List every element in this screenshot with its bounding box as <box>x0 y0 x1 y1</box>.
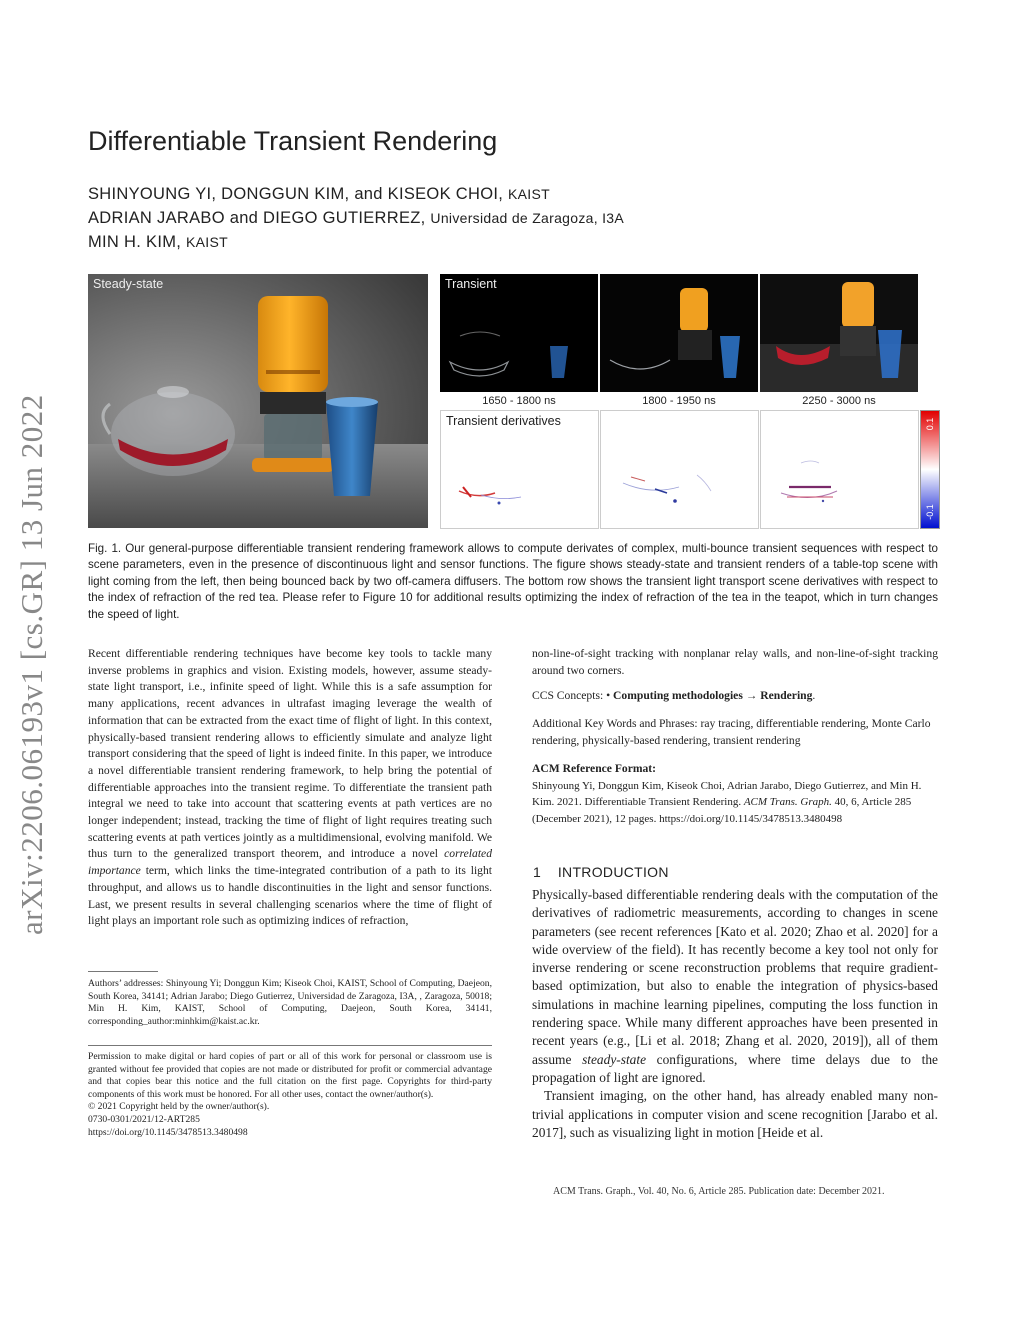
derivative-render-3 <box>761 411 918 528</box>
transient-image-1 <box>440 274 598 392</box>
abstract-emphasis: correlated importance <box>88 847 492 878</box>
time-label-3: 2250 - 3000 ns <box>802 395 876 407</box>
acm-reference <box>532 761 938 827</box>
introduction <box>532 886 938 1142</box>
reference-text-2: 40, 6, Article 285 (December 2021), 12 pages. https://doi.org/10.1145/3478513.3480498 <box>532 796 912 825</box>
ccs-concept: Computing methodologies <box>613 689 743 702</box>
ccs-arrow: → <box>742 689 761 702</box>
transient-image-2 <box>600 274 758 392</box>
derivative-render-2 <box>601 411 758 528</box>
footnote-rule <box>88 971 158 972</box>
section-title: INTRODUCTION <box>557 864 669 880</box>
page-footer: ACM Trans. Graph., Vol. 40, No. 6, Article 285. Publication date: December 2021. <box>553 1186 885 1197</box>
steady-state-label: Steady-state <box>93 277 164 291</box>
transient-render-2 <box>600 274 758 392</box>
ccs-sub: Rendering <box>760 689 813 702</box>
author-line-3 <box>88 233 228 252</box>
author-names: ADRIAN JARABO and DIEGO GUTIERREZ, <box>88 209 426 227</box>
doi-link[interactable]: https://doi.org/10.1145/3478513.3480498 <box>88 1126 248 1138</box>
arxiv-stamp: arXiv:2206.06193v1 [cs.GR] 13 Jun 2022 <box>14 394 49 935</box>
time-label-1: 1650 - 1800 ns <box>482 395 556 407</box>
permission-notice <box>88 1051 492 1139</box>
abstract-text: Recent differentiable rendering techniques have become key tools to tackle many inverse problems in graphics and vision. Existing models, however, assume steady-state light transport, i.e., infinite speed of light. While this is a safe assumption for many applications, recent advances in ultrafast imaging leverage the wealth of information that can be extracted from the exact time of flight of light. In this context, physically-based transient rendering allows to efficiently simulate and analyze light transport considering that the speed of light is indeed finite. In this paper, we introduce a novel differentiable transient rendering framework, to help bring the potential of differentiable approaches into the transient regime. To differentiate the transient path integral we need to take into account that scattering events at path vertices are no longer independent; instead, tracking the time of flight of light requires treating such scattering events at path vertices jointly as a multidimensional, evolving manifold. We thus turn to the generalized transport theorem, and introduce a novel <box>88 647 492 861</box>
colorbar-min-label: -0.1 <box>925 504 935 520</box>
steady-state-image <box>88 274 428 528</box>
author-names: MIN H. KIM, <box>88 233 182 251</box>
abstract-text-2: term, which links the time-integrated contribution of a path to its light throughput, and allows us to handle discontinuities in the light and sensor functions. Last, we present results in several challenging scenarios where the time of flight of light plays an important role such as optimizing indices of refraction, <box>88 864 492 928</box>
author-affiliation: Universidad de Zaragoza, I3A <box>430 210 625 226</box>
author-line-2 <box>88 209 624 228</box>
ccs-prefix: CCS Concepts: • <box>532 689 614 702</box>
derivatives-label: Transient derivatives <box>446 414 561 428</box>
keywords: Additional Key Words and Phrases: ray tracing, differentiable rendering, Monte Carlo rendering, physically-based rendering, transient rendering <box>532 717 931 747</box>
transient-image-3 <box>760 274 918 392</box>
author-addresses: Authors’ addresses: Shinyoung Yi; Donggun Kim; Kiseok Choi, KAIST, School of Computing, Daejeon, South Korea, 34141; Adrian Jarabo; Diego Gutierrez, Universidad de Zaragoza, I3A, , Zaragoza, 50018; Min H. Kim, KAIST, School of Computing, Daejeon, South Korea, 34141, corresponding_author:minhkim@kaist.ac.kr. <box>88 978 492 1027</box>
ccs-concepts <box>532 688 938 705</box>
derivative-image-2 <box>600 410 759 529</box>
section-heading <box>533 864 669 880</box>
transient-render-3 <box>760 274 918 392</box>
permission-rule <box>88 1045 492 1046</box>
intro-paragraph-2: Transient imaging, on the other hand, has already enabled many non-trivial applications in computer vision and scene recognition [Jarabo et al. 2017], such as visualizing light in motion [Heide et al. <box>532 1088 938 1140</box>
issn: 0730-0301/2021/12-ART285 <box>88 1113 200 1125</box>
derivative-image-1 <box>440 410 599 529</box>
steady-state-render <box>88 274 428 528</box>
time-label-2: 1800 - 1950 ns <box>642 395 716 407</box>
transient-render-1 <box>440 274 598 392</box>
derivative-render-1 <box>441 411 598 528</box>
author-line-1 <box>88 185 550 204</box>
copyright: © 2021 Copyright held by the owner/author(s). <box>88 1101 270 1113</box>
author-affiliation: KAIST <box>186 234 228 250</box>
intro-text: Physically-based differentiable rendering deals with the computation of the derivatives of radiometric measurements, according to changes in scene parameters (see recent references [Kato et al. 2020; Zhao et al. 2020] for a wide overview of the field). It has recently become a key tool not only for inverse rendering or scene reconstruction problems that require gradient-based optimization, but also to enable the integration of physics-based simulations in machine learning pipelines, computing the loss function in rendering space. While many different approaches have been presented in recent years (e.g., [Li et al. 2018; Zhang et al. 2020, 2019]), all of them assume <box>532 887 938 1067</box>
section-number: 1 <box>533 864 542 880</box>
reference-body <box>532 778 938 827</box>
derivative-image-3 <box>760 410 919 529</box>
colorbar-max-label: 0.1 <box>925 417 935 431</box>
transient-label: Transient <box>445 277 497 291</box>
reference-text: Shinyoung Yi, Donggun Kim, Kiseok Choi, Adrian Jarabo, Diego Gutierrez, and Min H. Kim. 2021. Differentiable Transient Rendering. <box>532 779 922 809</box>
figure-caption: Fig. 1. Our general-purpose differentiable transient rendering framework allows to compute derivates of complex, multi-bounce transient sequences with respect to scene parameters, even in the presence of discontinuous light and sensor functions. The figure shows steady-state and transient renders of a table-top scene with light coming from the left, then being bounced back by two off-camera diffusers. The bottom row shows the transient light transport scene derivatives with respect to the index of refraction of the red tea. Please refer to Figure 10 for additional results optimizing the index of refraction of the tea in the teapot, which in turn changes the speed of light. <box>88 542 938 621</box>
intro-emphasis: steady-state <box>582 1051 647 1067</box>
permission-text: Permission to make digital or hard copies of part or all of this work for personal or classroom use is granted without fee provided that copies are not made or distributed for profit or commercial advantage and that copies bear this notice and the full citation on the first page. Copyrights for third-party components of this work must be honored. For all other uses, contact the owner/author(s). <box>88 1051 492 1100</box>
reference-journal: ACM Trans. Graph. <box>743 796 832 809</box>
author-affiliation: KAIST <box>508 186 550 202</box>
colorbar <box>920 410 940 529</box>
paper-title: Differentiable Transient Rendering <box>88 126 498 156</box>
ccs-end: . <box>812 689 816 702</box>
abstract <box>88 646 492 930</box>
abstract-continued: non-line-of-sight tracking with nonplanar relay walls, and non-line-of-sight tracking around two corners. <box>532 647 938 677</box>
intro-text-2: configurations, where time delays due to the propagation of light are ignored. <box>532 1051 938 1085</box>
author-names: SHINYOUNG YI, DONGGUN KIM, and KISEOK CHOI, <box>88 185 504 203</box>
reference-heading: ACM Reference Format: <box>532 762 657 775</box>
